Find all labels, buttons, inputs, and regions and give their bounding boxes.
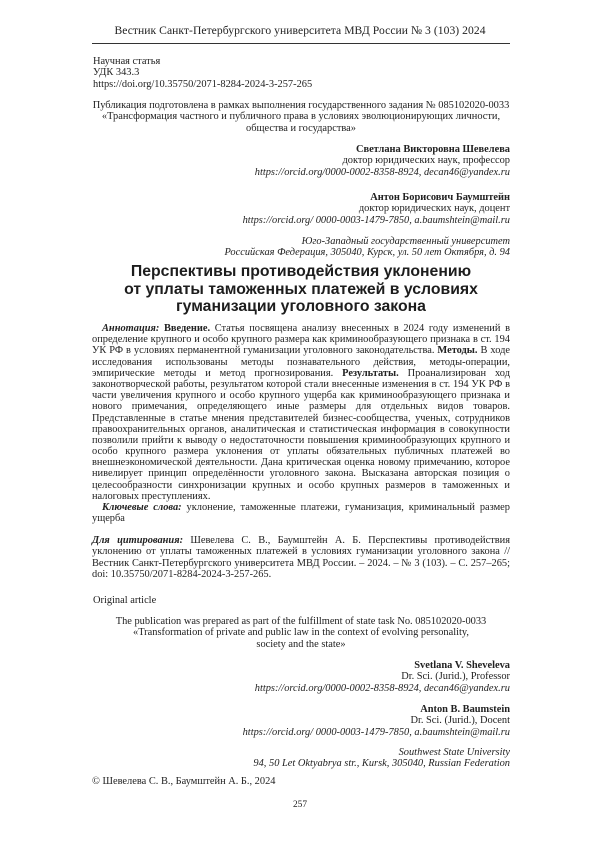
udc-code: УДК 343.3 — [93, 67, 312, 78]
results-label: Результаты. — [342, 368, 399, 379]
author-name: Anton B. Baumstein — [92, 704, 510, 715]
funding-ru-line: Публикация подготовлена в рамках выполнения государственного задания № 085102020-0033 — [92, 100, 510, 111]
intro-text: Статья посвящена анализу внесенных в 2024 году изменений в определение крупного и особо крупного размера как криминообразующего признака в ст. 194 УК РФ в условиях перманентной гуманизации уголовного законодательства. — [92, 323, 510, 356]
author-ru-1 — [92, 144, 510, 178]
abstract-paragraph — [92, 323, 510, 502]
funding-en-line: society and the state» — [92, 639, 510, 650]
affiliation-address: 94, 50 Let Oktyabrya str., Kursk, 305040, Russian Federation — [92, 758, 510, 769]
funding-en-line: The publication was prepared as part of the fulfillment of state task No. 085102020-0033 — [92, 616, 510, 627]
abstract — [92, 323, 510, 524]
page-number: 257 — [0, 800, 600, 810]
methods-label: Методы. — [437, 345, 477, 356]
author-degree: Dr. Sci. (Jurid.), Docent — [92, 715, 510, 726]
affiliation-en — [92, 747, 510, 770]
intro-label: Введение. — [164, 323, 210, 334]
keywords-label: Ключевые слова: — [102, 502, 182, 513]
funding-en — [92, 616, 510, 650]
funding-en-line: «Transformation of private and public law in the context of evolving personality, — [92, 627, 510, 638]
funding-ru — [92, 100, 510, 134]
affiliation-address: Российская Федерация, 305040, Курск, ул. 50 лет Октября, д. 94 — [92, 247, 510, 258]
abstract-label: Аннотация: — [102, 323, 159, 334]
keywords-text: уклонение, таможенные платежи, гуманизация, криминальный размер ущерба — [92, 502, 510, 524]
original-article-label: Original article — [93, 595, 156, 606]
affiliation-ru — [92, 236, 510, 259]
affiliation-org: Southwest State University — [92, 747, 510, 758]
funding-ru-line: «Трансформация частного и публичного права в условиях эволюционирующих личности, — [92, 111, 510, 122]
title-line: от уплаты таможенных платежей в условиях — [92, 281, 510, 299]
journal-header: Вестник Санкт-Петербургского университета МВД России № 3 (103) 2024 — [0, 24, 600, 37]
citation — [92, 535, 510, 580]
article-title — [92, 263, 510, 316]
article-page — [0, 0, 600, 848]
author-name: Антон Борисович Баумштейн — [92, 192, 510, 203]
author-en-2 — [92, 704, 510, 738]
author-degree: доктор юридических наук, профессор — [92, 155, 510, 166]
author-contact[interactable]: https://orcid.org/ 0000-0003-1479-7850, a.baumshtein@mail.ru — [92, 727, 510, 738]
author-degree: Dr. Sci. (Jurid.), Professor — [92, 671, 510, 682]
results-text: Проанализирован ход законотворческой работы, результатом которой стали внесенные изменения в ст. 194 УК РФ в части увеличения крупного и особо крупного ущерба как криминообразующего признака и нового примечания, определяющего иные размеры для отдельных видов товаров. Представленные в статье мнения представителей бизнес-сообщества, ученых, сотрудников правоохранительных органов, аналитическая и статистическая информация в совокупности позволили прийти к выводу о недостаточности повышения криминообразующих крупного и особо крупного размера уклонения от уплаты обязательных публичных платежей во внешнеэкономической деятельности. Дана критическая оценка новому примечанию, которое нивелирует принцип определённости уголовного закона. Высказана авторская позиция о целесообразности синхронизации крупных и особо крупных размеров в таможенных и налоговых преступлениях. — [92, 368, 510, 502]
author-degree: доктор юридических наук, доцент — [92, 203, 510, 214]
author-ru-2 — [92, 192, 510, 226]
author-contact[interactable]: https://orcid.org/0000-0002-8358-8924, decan46@yandex.ru — [92, 683, 510, 694]
doi-link[interactable]: https://doi.org/10.35750/2071-8284-2024-3-257-265 — [93, 79, 312, 90]
citation-text: Шевелева С. В., Баумштейн А. Б. Перспективы противодействия уклонению от уплаты таможенных платежей в условиях гуманизации уголовного закона // Вестник Санкт-Петербургского университета МВД России. – 2024. – № 3 (103). – С. 257–265; doi: 10.35750/2071-8284-2024-3-257-265. — [92, 535, 510, 580]
author-en-1 — [92, 660, 510, 694]
author-contact[interactable]: https://orcid.org/0000-0002-8358-8924, decan46@yandex.ru — [92, 167, 510, 178]
header-rule — [92, 43, 510, 44]
author-contact[interactable]: https://orcid.org/ 0000-0003-1479-7850, a.baumshtein@mail.ru — [92, 215, 510, 226]
keywords — [92, 502, 510, 524]
methods-text: В ходе исследования использованы методы познавательного действия, методы-операции, эмпирические методы и метод прогнозирования. — [92, 345, 510, 378]
author-name: Светлана Викторовна Шевелева — [92, 144, 510, 155]
title-line: гуманизации уголовного закона — [92, 298, 510, 316]
article-type: Научная статья — [93, 56, 312, 67]
copyright-notice: © Шевелева С. В., Баумштейн А. Б., 2024 — [92, 776, 275, 787]
citation-label: Для цитирования: — [92, 535, 183, 546]
funding-ru-line: общества и государства» — [92, 123, 510, 134]
affiliation-org: Юго-Западный государственный университет — [92, 236, 510, 247]
author-name: Svetlana V. Sheveleva — [92, 660, 510, 671]
title-line: Перспективы противодействия уклонению — [92, 263, 510, 281]
article-meta — [93, 56, 312, 90]
